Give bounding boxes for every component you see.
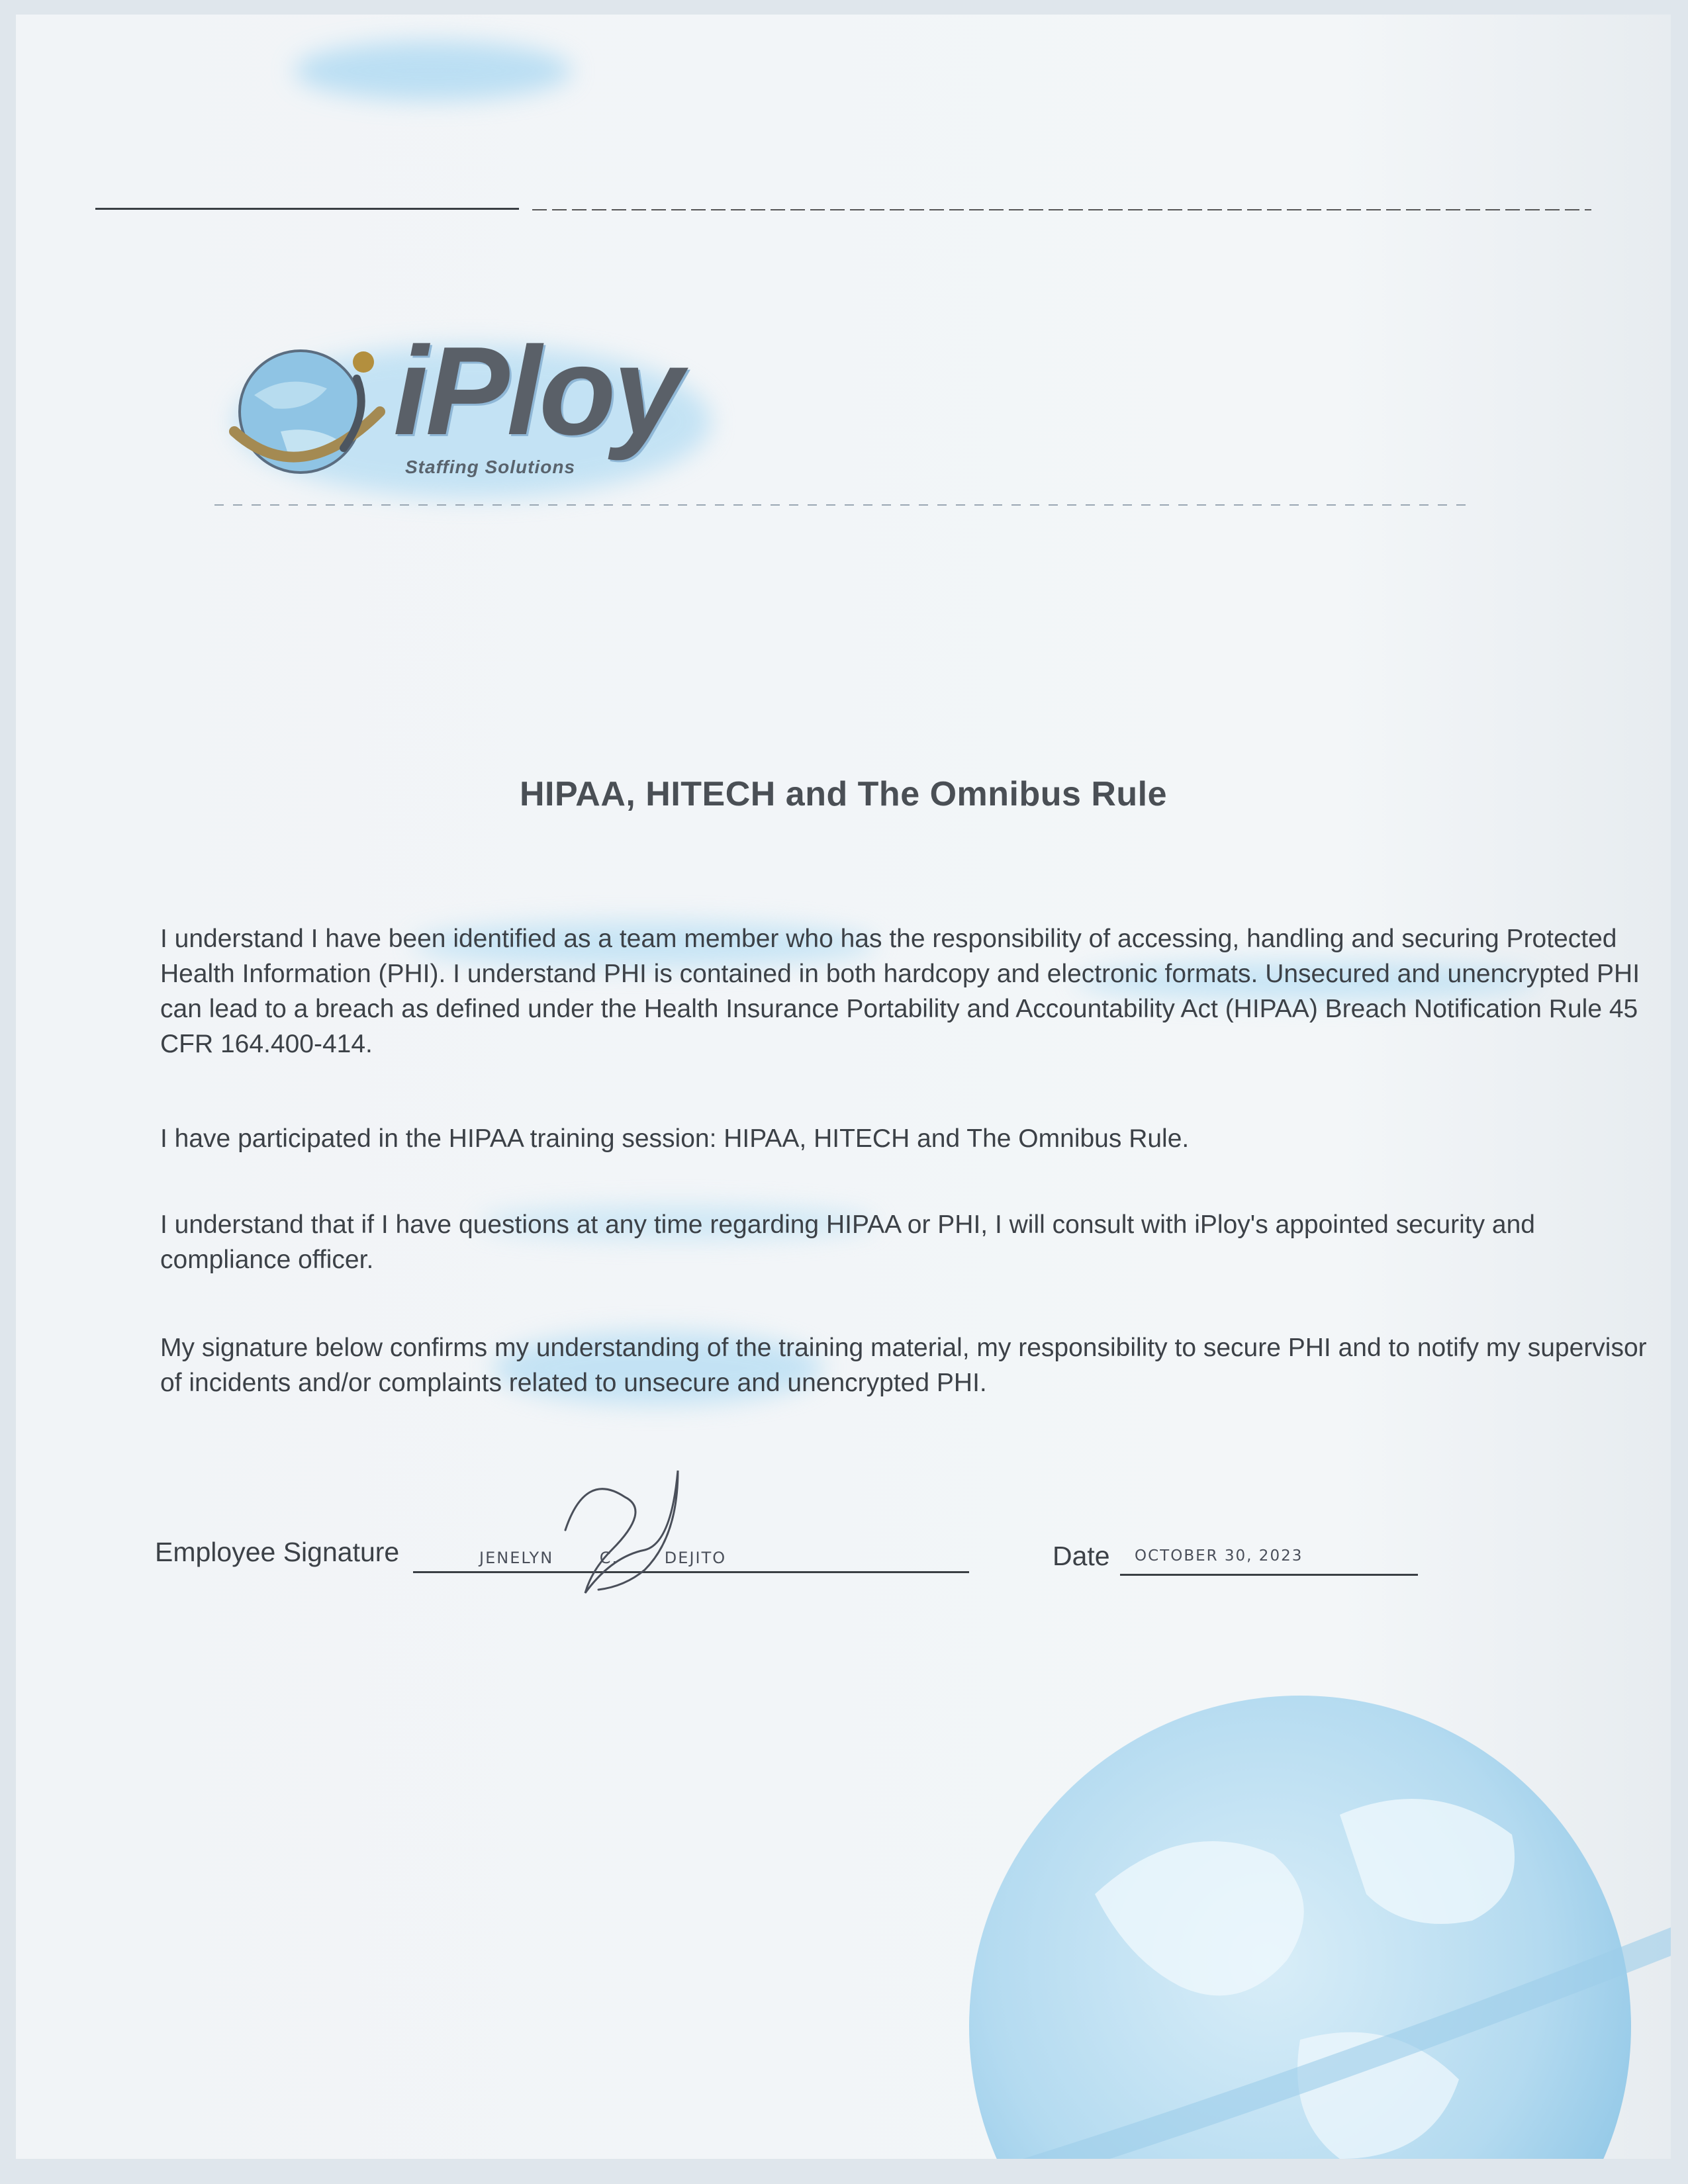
date-label: Date [1053, 1541, 1110, 1571]
toner-smudge [294, 41, 572, 101]
globe-watermark-icon [929, 1616, 1671, 2159]
paragraph-compliance-officer: I understand that if I have questions at any time regarding HIPAA or PHI, I will consult with iPloy's appointed security and compliance officer. [160, 1210, 1535, 1274]
scan-artifact-line [95, 208, 519, 210]
signed-date: OCTOBER 30, 2023 [1135, 1547, 1303, 1565]
iploy-logo [228, 321, 704, 504]
logo-tagline: Staffing Solutions [405, 457, 576, 477]
paragraph-phi-responsibility: I understand I have been identified as a team member who has the responsibility of accessing, handling and securing Protected Health Information (PHI). I understand PHI is contained in both hardcopy and electronic formats. Unsecured and unencrypted PHI can lead to a breach as defined under the Health Insurance Portability and Accountability Act (HIPAA) Breach Notification Rule 45 CFR 164.400-414. [160, 925, 1640, 1058]
paragraph-training-session: I have participated in the HIPAA training session: HIPAA, HITECH and The Omnibus Rule. [160, 1124, 1190, 1153]
logo-wordmark: iPloy [393, 321, 681, 461]
globe-logo-icon [228, 332, 400, 484]
scan-artifact-line [532, 209, 1591, 210]
header-divider [214, 504, 1472, 506]
signed-name: JENELYN C. DEJITO [479, 1549, 727, 1567]
date-line [1120, 1574, 1418, 1576]
handwritten-signature-scribble [545, 1457, 718, 1610]
scanned-page [16, 15, 1671, 2159]
paragraph-signature-confirmation: My signature below confirms my understanding of the training material, my responsibility to secure PHI and to notify my supervisor of incidents and/or complaints related to unsecure and unencrypted PHI. [160, 1334, 1647, 1397]
employee-signature-label: Employee Signature [155, 1537, 400, 1567]
document-title: HIPAA, HITECH and The Omnibus Rule [519, 775, 1168, 813]
